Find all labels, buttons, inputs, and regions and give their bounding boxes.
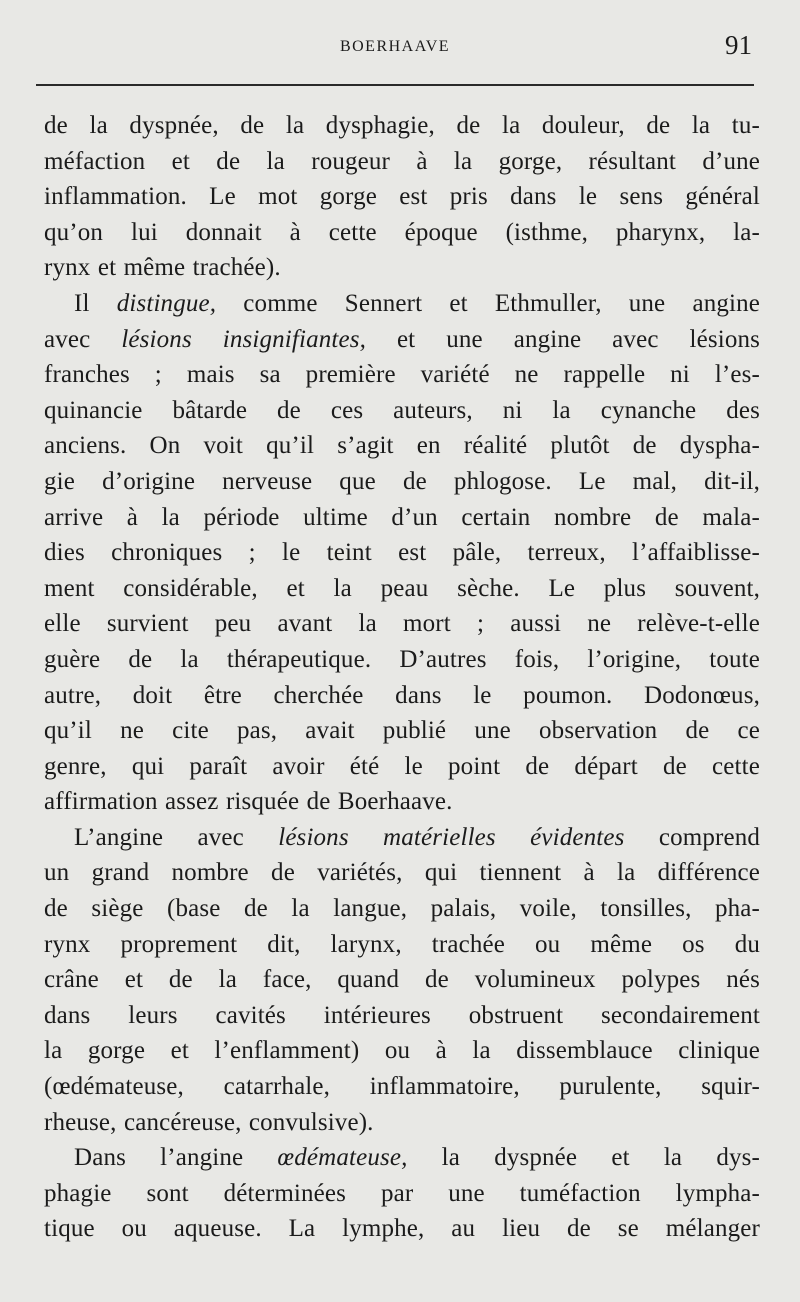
text-line xyxy=(44,784,760,820)
text-line xyxy=(44,1033,760,1069)
text-line xyxy=(44,606,760,642)
text-segment: L’angine avec xyxy=(74,823,279,851)
text-segment: affirmation assez risquée de Boerhaave. xyxy=(44,788,453,816)
body-text xyxy=(44,108,760,1247)
page-number: 91 xyxy=(725,30,752,60)
text-segment: dies chroniques ; le teint est pâle, terreux, l’affaiblisse- xyxy=(44,539,760,567)
text-segment: rheuse, cancéreuse, convulsive). xyxy=(44,1108,374,1136)
text-line xyxy=(44,962,760,998)
text-line xyxy=(44,891,760,927)
text-line xyxy=(44,322,760,358)
text-segment: qu’il ne cite pas, avait publié une observation de ce xyxy=(44,717,760,745)
header-rule xyxy=(36,84,754,86)
text-line xyxy=(44,464,760,500)
text-line xyxy=(44,820,760,856)
text-line xyxy=(44,1176,760,1212)
text-segment: dans leurs cavités intérieures obstruent secondairement xyxy=(44,1001,760,1029)
text-segment: elle survient peu avant la mort ; aussi ne relève-t-elle xyxy=(44,610,760,638)
text-line xyxy=(44,250,760,286)
text-segment: inflammation. Le mot gorge est pris dans le sens général xyxy=(44,183,760,211)
running-head xyxy=(36,30,754,70)
text-line xyxy=(44,357,760,393)
text-segment: gie d’origine nerveuse que de phlogose. Le mal, dit-il, xyxy=(44,467,760,495)
text-line xyxy=(44,1105,760,1141)
text-line xyxy=(44,144,760,180)
text-segment: quinancie bâtarde de ces auteurs, ni la cynanche des xyxy=(44,396,760,424)
text-segment: phagie sont déterminées par une tuméfaction lympha- xyxy=(44,1179,760,1207)
italic-text: distingue, xyxy=(116,289,217,317)
text-segment: arrive à la période ultime d’un certain nombre de mala- xyxy=(44,503,760,531)
text-segment: la dyspnée et la dys- xyxy=(407,1144,760,1172)
text-line xyxy=(44,998,760,1034)
text-line xyxy=(44,927,760,963)
text-line xyxy=(44,428,760,464)
text-line xyxy=(44,1140,760,1176)
text-line xyxy=(44,749,760,785)
text-segment: ment considérable, et la peau sèche. Le plus souvent, xyxy=(44,574,760,602)
text-line xyxy=(44,713,760,749)
text-line xyxy=(44,855,760,891)
text-segment: anciens. On voit qu’il s’agit en réalité plutôt de dyspha- xyxy=(44,432,760,460)
text-line xyxy=(44,642,760,678)
text-line xyxy=(44,1069,760,1105)
text-line xyxy=(44,286,760,322)
text-segment: guère de la thérapeutique. D’autres fois, l’origine, toute xyxy=(44,645,760,673)
text-segment: comme Sennert et Ethmuller, une angine xyxy=(216,289,760,317)
text-segment: comprend xyxy=(624,823,761,851)
text-segment: Il xyxy=(74,289,117,317)
text-segment: (œdémateuse, catarrhale, inflammatoire, purulente, squir- xyxy=(44,1073,760,1101)
running-title: BOERHAAVE xyxy=(339,38,451,55)
text-segment: un grand nombre de variétés, qui tiennent à la différence xyxy=(44,859,760,887)
text-segment: rynx et même trachée). xyxy=(44,254,281,282)
text-segment: tique ou aqueuse. La lymphe, au lieu de se mélanger xyxy=(44,1215,760,1243)
text-segment: et une angine avec lésions xyxy=(366,325,761,353)
text-segment: avec xyxy=(44,325,122,353)
text-line xyxy=(44,678,760,714)
italic-text: lésions insignifiantes, xyxy=(121,325,366,353)
italic-text: œdémateuse, xyxy=(277,1144,408,1172)
italic-text: lésions matérielles évidentes xyxy=(278,823,625,851)
text-segment: méfaction et de la rougeur à la gorge, résultant d’une xyxy=(44,147,760,175)
text-segment: genre, qui paraît avoir été le point de départ de cette xyxy=(44,752,760,780)
text-segment: franches ; mais sa première variété ne rappelle ni l’es- xyxy=(44,361,760,389)
text-line xyxy=(44,215,760,251)
text-line xyxy=(44,571,760,607)
text-line xyxy=(44,108,760,144)
text-segment: rynx proprement dit, larynx, trachée ou même os du xyxy=(44,930,760,958)
text-line xyxy=(44,179,760,215)
text-segment: la gorge et l’enflamment) ou à la dissemblauce clinique xyxy=(44,1037,760,1065)
text-segment: autre, doit être cherchée dans le poumon. Dodonœus, xyxy=(44,681,760,709)
text-line xyxy=(44,393,760,429)
text-line xyxy=(44,500,760,536)
text-segment: crâne et de la face, quand de volumineux polypes nés xyxy=(44,966,760,994)
text-segment: de la dyspnée, de la dysphagie, de la douleur, de la tu- xyxy=(44,112,760,139)
text-segment: qu’on lui donnait à cette époque (isthme, pharynx, la- xyxy=(44,218,760,246)
text-segment: de siège (base de la langue, palais, voile, tonsilles, pha- xyxy=(44,895,760,923)
text-line xyxy=(44,1211,760,1247)
text-segment: Dans l’angine xyxy=(74,1144,278,1172)
text-line xyxy=(44,535,760,571)
